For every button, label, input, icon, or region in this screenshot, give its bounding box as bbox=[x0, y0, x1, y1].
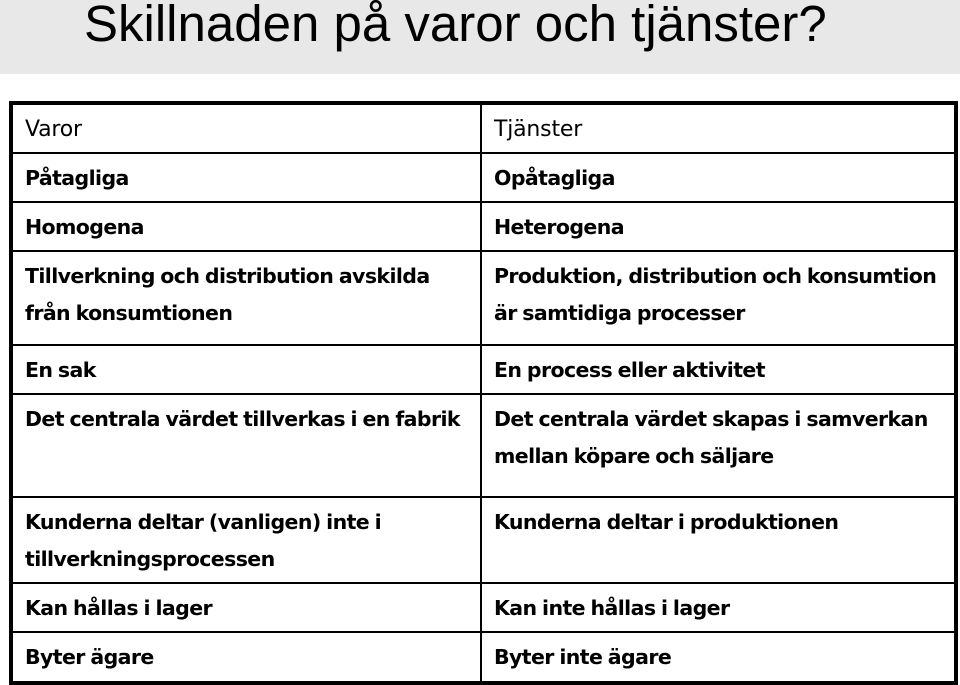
table-cell-tjanster: Kan inte hållas i lager bbox=[481, 583, 956, 632]
title-bar bbox=[0, 0, 960, 74]
table-row bbox=[11, 202, 956, 251]
table-row bbox=[11, 345, 956, 394]
table-cell-tjanster: Opåtagliga bbox=[481, 153, 956, 202]
table-row bbox=[11, 583, 956, 632]
table-cell-tjanster: En process eller aktivitet bbox=[481, 345, 956, 394]
table-cell-tjanster: Kunderna deltar i produktionen bbox=[481, 497, 956, 583]
page-title: Skillnaden på varor och tjänster? bbox=[84, 0, 827, 52]
table-cell-varor: Det centrala värdet tillverkas i en fabrik bbox=[11, 394, 481, 497]
table-cell-varor: Påtagliga bbox=[11, 153, 481, 202]
table-cell-varor: Kunderna deltar (vanligen) inte i tillverkningsprocessen bbox=[11, 497, 481, 583]
table-row bbox=[11, 251, 956, 345]
table-cell-varor: Kan hållas i lager bbox=[11, 583, 481, 632]
table-cell-tjanster: Produktion, distribution och konsumtion är samtidiga processer bbox=[481, 251, 956, 345]
column-header-tjanster: Tjänster bbox=[481, 103, 956, 153]
table-row bbox=[11, 394, 956, 497]
table-cell-varor: Tillverkning och distribution avskilda från konsumtionen bbox=[11, 251, 481, 345]
table-header-row bbox=[11, 103, 956, 153]
table-cell-varor: Byter ägare bbox=[11, 632, 481, 683]
comparison-slide-image bbox=[0, 74, 960, 684]
table-cell-tjanster: Heterogena bbox=[481, 202, 956, 251]
table-cell-varor: Homogena bbox=[11, 202, 481, 251]
table-row bbox=[11, 632, 956, 683]
table-row bbox=[11, 497, 956, 583]
table-cell-varor: En sak bbox=[11, 345, 481, 394]
table-row bbox=[11, 153, 956, 202]
comparison-table bbox=[9, 101, 958, 685]
table-cell-tjanster: Byter inte ägare bbox=[481, 632, 956, 683]
table-cell-tjanster: Det centrala värdet skapas i samverkan mellan köpare och säljare bbox=[481, 394, 956, 497]
column-header-varor: Varor bbox=[11, 103, 481, 153]
